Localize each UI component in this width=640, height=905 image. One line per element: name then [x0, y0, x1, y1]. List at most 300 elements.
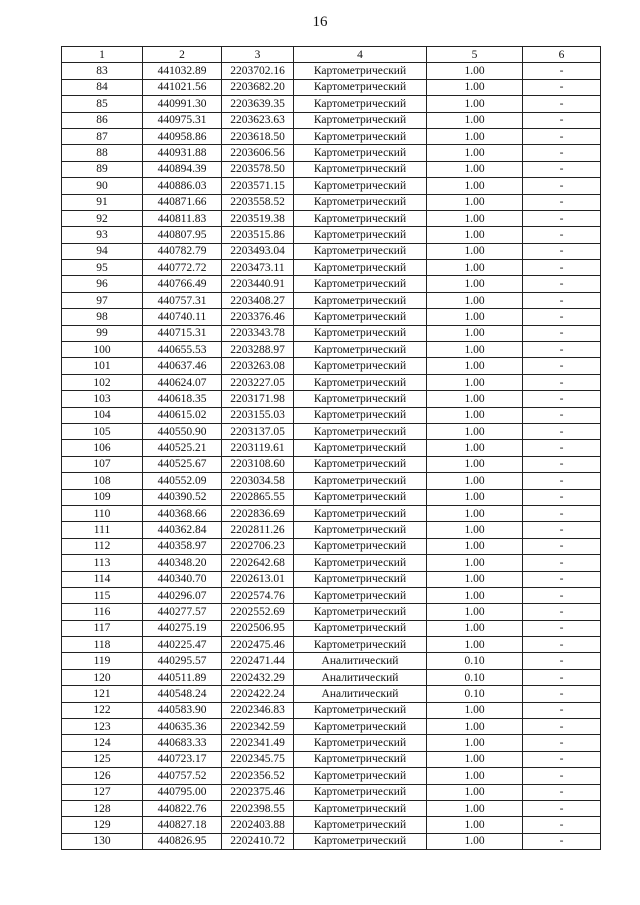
table-cell: 2202642.68	[222, 555, 294, 571]
table-cell: 1.00	[427, 784, 523, 800]
table-cell: 127	[62, 784, 143, 800]
table-cell: 2202811.26	[222, 522, 294, 538]
table-cell: 440766.49	[143, 276, 222, 292]
table-cell: 1.00	[427, 817, 523, 833]
table-cell: Картометрический	[294, 587, 427, 603]
table-cell: Картометрический	[294, 391, 427, 407]
table-cell: Картометрический	[294, 604, 427, 620]
table-cell: 126	[62, 768, 143, 784]
table-cell: 440624.07	[143, 374, 222, 390]
table-cell: 440390.52	[143, 489, 222, 505]
table-cell: 440525.21	[143, 440, 222, 456]
table-cell: 1.00	[427, 112, 523, 128]
table-cell: 440715.31	[143, 325, 222, 341]
table-cell: 1.00	[427, 505, 523, 521]
table-cell: -	[523, 538, 601, 554]
table-cell: 440358.97	[143, 538, 222, 554]
table-cell: 440894.39	[143, 161, 222, 177]
table-cell: 130	[62, 833, 143, 849]
table-cell: -	[523, 719, 601, 735]
table-cell: -	[523, 489, 601, 505]
table-cell: 2203571.15	[222, 178, 294, 194]
table-cell: 440795.00	[143, 784, 222, 800]
table-cell: 94	[62, 243, 143, 259]
table-cell: 0.10	[427, 669, 523, 685]
table-cell: -	[523, 63, 601, 79]
table-cell: 440782.79	[143, 243, 222, 259]
table-cell: 1.00	[427, 63, 523, 79]
table-cell: 2203119.61	[222, 440, 294, 456]
table-cell: 120	[62, 669, 143, 685]
table-cell: 440655.53	[143, 342, 222, 358]
table-cell: 440550.90	[143, 423, 222, 439]
table-cell: 1.00	[427, 309, 523, 325]
table-cell: Аналитический	[294, 653, 427, 669]
table-cell: 113	[62, 555, 143, 571]
table-cell: 2202865.55	[222, 489, 294, 505]
table-cell: 108	[62, 473, 143, 489]
table-cell: -	[523, 161, 601, 177]
table-cell: 1.00	[427, 407, 523, 423]
table-cell: Картометрический	[294, 128, 427, 144]
table-cell: -	[523, 342, 601, 358]
table-row	[62, 96, 601, 112]
table-cell: 107	[62, 456, 143, 472]
table-row	[62, 391, 601, 407]
table-cell: 2202613.01	[222, 571, 294, 587]
table-row	[62, 473, 601, 489]
table-cell: 440811.83	[143, 210, 222, 226]
table-row	[62, 817, 601, 833]
table-cell: 2203682.20	[222, 79, 294, 95]
table-cell: 1.00	[427, 342, 523, 358]
table-cell: 2202836.69	[222, 505, 294, 521]
table-cell: 2202346.83	[222, 702, 294, 718]
table-cell: 2203263.08	[222, 358, 294, 374]
table-cell: 440275.19	[143, 620, 222, 636]
table-cell: 440618.35	[143, 391, 222, 407]
table-cell: -	[523, 686, 601, 702]
table-cell: Картометрический	[294, 96, 427, 112]
table-cell: Аналитический	[294, 686, 427, 702]
table-cell: 104	[62, 407, 143, 423]
table-cell: 2202342.59	[222, 719, 294, 735]
table-cell: 1.00	[427, 79, 523, 95]
table-cell: -	[523, 522, 601, 538]
table-cell: 92	[62, 210, 143, 226]
table-cell: 2203108.60	[222, 456, 294, 472]
table-cell: 1.00	[427, 227, 523, 243]
table-cell: 440615.02	[143, 407, 222, 423]
table-cell: 1.00	[427, 325, 523, 341]
table-cell: 440740.11	[143, 309, 222, 325]
table-cell: Картометрический	[294, 768, 427, 784]
table-body	[62, 63, 601, 850]
table-cell: 440548.24	[143, 686, 222, 702]
table-row	[62, 227, 601, 243]
table-cell: 1.00	[427, 555, 523, 571]
table-row	[62, 309, 601, 325]
table-cell: -	[523, 391, 601, 407]
table-cell: 2203578.50	[222, 161, 294, 177]
table-cell: 122	[62, 702, 143, 718]
table-cell: Картометрический	[294, 735, 427, 751]
table-cell: 1.00	[427, 604, 523, 620]
table-cell: 1.00	[427, 178, 523, 194]
table-cell: -	[523, 800, 601, 816]
table-cell: 1.00	[427, 260, 523, 276]
table-cell: Картометрический	[294, 227, 427, 243]
table-cell: Картометрический	[294, 833, 427, 849]
table-cell: -	[523, 784, 601, 800]
table-cell: 0.10	[427, 653, 523, 669]
table-cell: 2202398.55	[222, 800, 294, 816]
table-cell: Картометрический	[294, 194, 427, 210]
table-row	[62, 784, 601, 800]
table-cell: -	[523, 702, 601, 718]
table-row	[62, 637, 601, 653]
table-cell: Картометрический	[294, 538, 427, 554]
table-cell: -	[523, 194, 601, 210]
table-cell: -	[523, 456, 601, 472]
table-cell: 112	[62, 538, 143, 554]
table-cell: Картометрический	[294, 751, 427, 767]
table-cell: Картометрический	[294, 292, 427, 308]
table-row	[62, 292, 601, 308]
table-row	[62, 571, 601, 587]
table-cell: Картометрический	[294, 473, 427, 489]
table-cell: 124	[62, 735, 143, 751]
table-cell: 89	[62, 161, 143, 177]
table-row	[62, 276, 601, 292]
table-cell: -	[523, 407, 601, 423]
table-cell: -	[523, 735, 601, 751]
table-cell: 95	[62, 260, 143, 276]
table-cell: 1.00	[427, 587, 523, 603]
table-cell: 91	[62, 194, 143, 210]
table-cell: 2203493.04	[222, 243, 294, 259]
table-cell: Картометрический	[294, 784, 427, 800]
table-cell: 118	[62, 637, 143, 653]
table-cell: 1.00	[427, 96, 523, 112]
table-cell: 440975.31	[143, 112, 222, 128]
table-cell: 2202341.49	[222, 735, 294, 751]
table-cell: -	[523, 292, 601, 308]
table-cell: 440827.18	[143, 817, 222, 833]
table-cell: -	[523, 768, 601, 784]
table-cell: 1.00	[427, 440, 523, 456]
table-cell: 440511.89	[143, 669, 222, 685]
table-cell: 2203473.11	[222, 260, 294, 276]
table-cell: 440723.17	[143, 751, 222, 767]
table-cell: 440991.30	[143, 96, 222, 112]
table-cell: 1.00	[427, 210, 523, 226]
table-row	[62, 456, 601, 472]
table-row	[62, 194, 601, 210]
table-cell: 93	[62, 227, 143, 243]
table-cell: Картометрический	[294, 374, 427, 390]
table-cell: -	[523, 817, 601, 833]
table-cell: 2202506.95	[222, 620, 294, 636]
table-row	[62, 342, 601, 358]
table-cell: 111	[62, 522, 143, 538]
table-cell: 2203227.05	[222, 374, 294, 390]
table-cell: 103	[62, 391, 143, 407]
table-row	[62, 178, 601, 194]
table-cell: -	[523, 260, 601, 276]
table-cell: -	[523, 555, 601, 571]
table-cell: Картометрический	[294, 456, 427, 472]
table-cell: Картометрический	[294, 702, 427, 718]
table-cell: 2202574.76	[222, 587, 294, 603]
table-cell: Картометрический	[294, 63, 427, 79]
table-cell: 1.00	[427, 423, 523, 439]
table-cell: 2202403.88	[222, 817, 294, 833]
table-cell: -	[523, 374, 601, 390]
table-cell: 2202356.52	[222, 768, 294, 784]
table-cell: 2203343.78	[222, 325, 294, 341]
table-cell: 440368.66	[143, 505, 222, 521]
table-cell: Картометрический	[294, 161, 427, 177]
table-cell: 119	[62, 653, 143, 669]
table-cell: 440225.47	[143, 637, 222, 653]
table-cell: 440772.72	[143, 260, 222, 276]
table-cell: 2202432.29	[222, 669, 294, 685]
table-cell: Картометрический	[294, 276, 427, 292]
column-header: 6	[523, 47, 601, 63]
table-cell: 1.00	[427, 145, 523, 161]
table-cell: 2203618.50	[222, 128, 294, 144]
table-cell: -	[523, 145, 601, 161]
table-cell: -	[523, 243, 601, 259]
table-cell: 90	[62, 178, 143, 194]
table-cell: -	[523, 276, 601, 292]
table-cell: 1.00	[427, 719, 523, 735]
table-cell: 114	[62, 571, 143, 587]
table-cell: -	[523, 178, 601, 194]
table-cell: 85	[62, 96, 143, 112]
table-cell: -	[523, 833, 601, 849]
table-cell: 441021.56	[143, 79, 222, 95]
table-row	[62, 768, 601, 784]
table-row	[62, 145, 601, 161]
table-cell: 123	[62, 719, 143, 735]
table-cell: 1.00	[427, 276, 523, 292]
page-number: 16	[312, 14, 328, 30]
table-cell: Картометрический	[294, 243, 427, 259]
table-cell: Картометрический	[294, 423, 427, 439]
table-cell: 1.00	[427, 473, 523, 489]
table-header-row	[62, 47, 601, 63]
table-cell: Картометрический	[294, 342, 427, 358]
table-row	[62, 505, 601, 521]
table-cell: 2202706.23	[222, 538, 294, 554]
table-row	[62, 440, 601, 456]
table-row	[62, 358, 601, 374]
table-cell: 440525.67	[143, 456, 222, 472]
table-cell: -	[523, 669, 601, 685]
table-row	[62, 522, 601, 538]
table-cell: 1.00	[427, 489, 523, 505]
table-cell: -	[523, 423, 601, 439]
table-row	[62, 555, 601, 571]
table-cell: 440340.70	[143, 571, 222, 587]
table-row	[62, 735, 601, 751]
table-row	[62, 210, 601, 226]
table-cell: 440757.52	[143, 768, 222, 784]
table-cell: Картометрический	[294, 260, 427, 276]
table-cell: -	[523, 358, 601, 374]
table-cell: -	[523, 440, 601, 456]
table-cell: Картометрический	[294, 358, 427, 374]
table-cell: 2203519.38	[222, 210, 294, 226]
table-cell: Картометрический	[294, 145, 427, 161]
table-cell: 2203440.91	[222, 276, 294, 292]
table-cell: 2202471.44	[222, 653, 294, 669]
table-cell: -	[523, 637, 601, 653]
table-cell: 440871.66	[143, 194, 222, 210]
table-cell: Картометрический	[294, 440, 427, 456]
table-cell: 86	[62, 112, 143, 128]
table-cell: 440348.20	[143, 555, 222, 571]
table-cell: -	[523, 96, 601, 112]
table-cell: 2203288.97	[222, 342, 294, 358]
table-cell: Картометрический	[294, 407, 427, 423]
table-cell: 96	[62, 276, 143, 292]
table-cell: 2203702.16	[222, 63, 294, 79]
table-cell: 1.00	[427, 538, 523, 554]
table-row	[62, 161, 601, 177]
table-cell: -	[523, 227, 601, 243]
table-cell: 1.00	[427, 702, 523, 718]
table-cell: 128	[62, 800, 143, 816]
table-cell: 2202552.69	[222, 604, 294, 620]
table-cell: -	[523, 751, 601, 767]
table-cell: Картометрический	[294, 817, 427, 833]
table-cell: 2203408.27	[222, 292, 294, 308]
table-cell: -	[523, 210, 601, 226]
table-cell: 2203515.86	[222, 227, 294, 243]
table-cell: 440683.33	[143, 735, 222, 751]
table-row	[62, 128, 601, 144]
table-cell: 83	[62, 63, 143, 79]
table-cell: 117	[62, 620, 143, 636]
table-row	[62, 407, 601, 423]
table-cell: 440296.07	[143, 587, 222, 603]
table-cell: 2202410.72	[222, 833, 294, 849]
table-row	[62, 719, 601, 735]
table-cell: 2202345.75	[222, 751, 294, 767]
table-cell: -	[523, 571, 601, 587]
table-cell: Картометрический	[294, 210, 427, 226]
table-cell: 2202475.46	[222, 637, 294, 653]
table-cell: Картометрический	[294, 719, 427, 735]
table-cell: 2203639.35	[222, 96, 294, 112]
table-cell: 440822.76	[143, 800, 222, 816]
table-row	[62, 604, 601, 620]
table-cell: 1.00	[427, 161, 523, 177]
table-row	[62, 325, 601, 341]
table-cell: 98	[62, 309, 143, 325]
table-cell: Картометрический	[294, 555, 427, 571]
table-cell: Картометрический	[294, 112, 427, 128]
table-cell: 2203606.56	[222, 145, 294, 161]
table-cell: 440362.84	[143, 522, 222, 538]
table-cell: 1.00	[427, 522, 523, 538]
table-cell: 440277.57	[143, 604, 222, 620]
table-cell: Картометрический	[294, 489, 427, 505]
table-cell: 97	[62, 292, 143, 308]
table-cell: 110	[62, 505, 143, 521]
column-header: 5	[427, 47, 523, 63]
table-row	[62, 587, 601, 603]
table-row	[62, 751, 601, 767]
table-cell: 116	[62, 604, 143, 620]
table-cell: 1.00	[427, 374, 523, 390]
table-row	[62, 833, 601, 849]
column-header: 4	[294, 47, 427, 63]
table-cell: Картометрический	[294, 637, 427, 653]
table-cell: Картометрический	[294, 178, 427, 194]
table-cell: 1.00	[427, 637, 523, 653]
table-cell: 440583.90	[143, 702, 222, 718]
table-cell: 106	[62, 440, 143, 456]
table-row	[62, 112, 601, 128]
table-row	[62, 79, 601, 95]
table-cell: 440807.95	[143, 227, 222, 243]
table-cell: 88	[62, 145, 143, 161]
table-cell: 2203155.03	[222, 407, 294, 423]
table-row	[62, 243, 601, 259]
table-cell: -	[523, 587, 601, 603]
table-row	[62, 620, 601, 636]
table-cell: 1.00	[427, 571, 523, 587]
table-row	[62, 686, 601, 702]
table-row	[62, 63, 601, 79]
table-cell: 440886.03	[143, 178, 222, 194]
table-cell: -	[523, 309, 601, 325]
table-cell: 2203558.52	[222, 194, 294, 210]
table-cell: 440826.95	[143, 833, 222, 849]
table-row	[62, 538, 601, 554]
table-cell: 105	[62, 423, 143, 439]
table-cell: 1.00	[427, 751, 523, 767]
table-cell: 102	[62, 374, 143, 390]
table-row	[62, 800, 601, 816]
table-cell: Картометрический	[294, 505, 427, 521]
table-cell: 101	[62, 358, 143, 374]
table-row	[62, 260, 601, 276]
table-cell: 1.00	[427, 833, 523, 849]
table-cell: -	[523, 620, 601, 636]
table-cell: 125	[62, 751, 143, 767]
table-cell: Картометрический	[294, 309, 427, 325]
table-cell: 1.00	[427, 128, 523, 144]
table-cell: 121	[62, 686, 143, 702]
table-cell: 129	[62, 817, 143, 833]
table-cell: 84	[62, 79, 143, 95]
table-cell: Картометрический	[294, 800, 427, 816]
table-cell: 2202422.24	[222, 686, 294, 702]
table-cell: 1.00	[427, 292, 523, 308]
table-cell: 1.00	[427, 243, 523, 259]
table-row	[62, 423, 601, 439]
table-cell: 440931.88	[143, 145, 222, 161]
table-cell: 440635.36	[143, 719, 222, 735]
table-row	[62, 374, 601, 390]
table-cell: 2203376.46	[222, 309, 294, 325]
table-cell: 109	[62, 489, 143, 505]
